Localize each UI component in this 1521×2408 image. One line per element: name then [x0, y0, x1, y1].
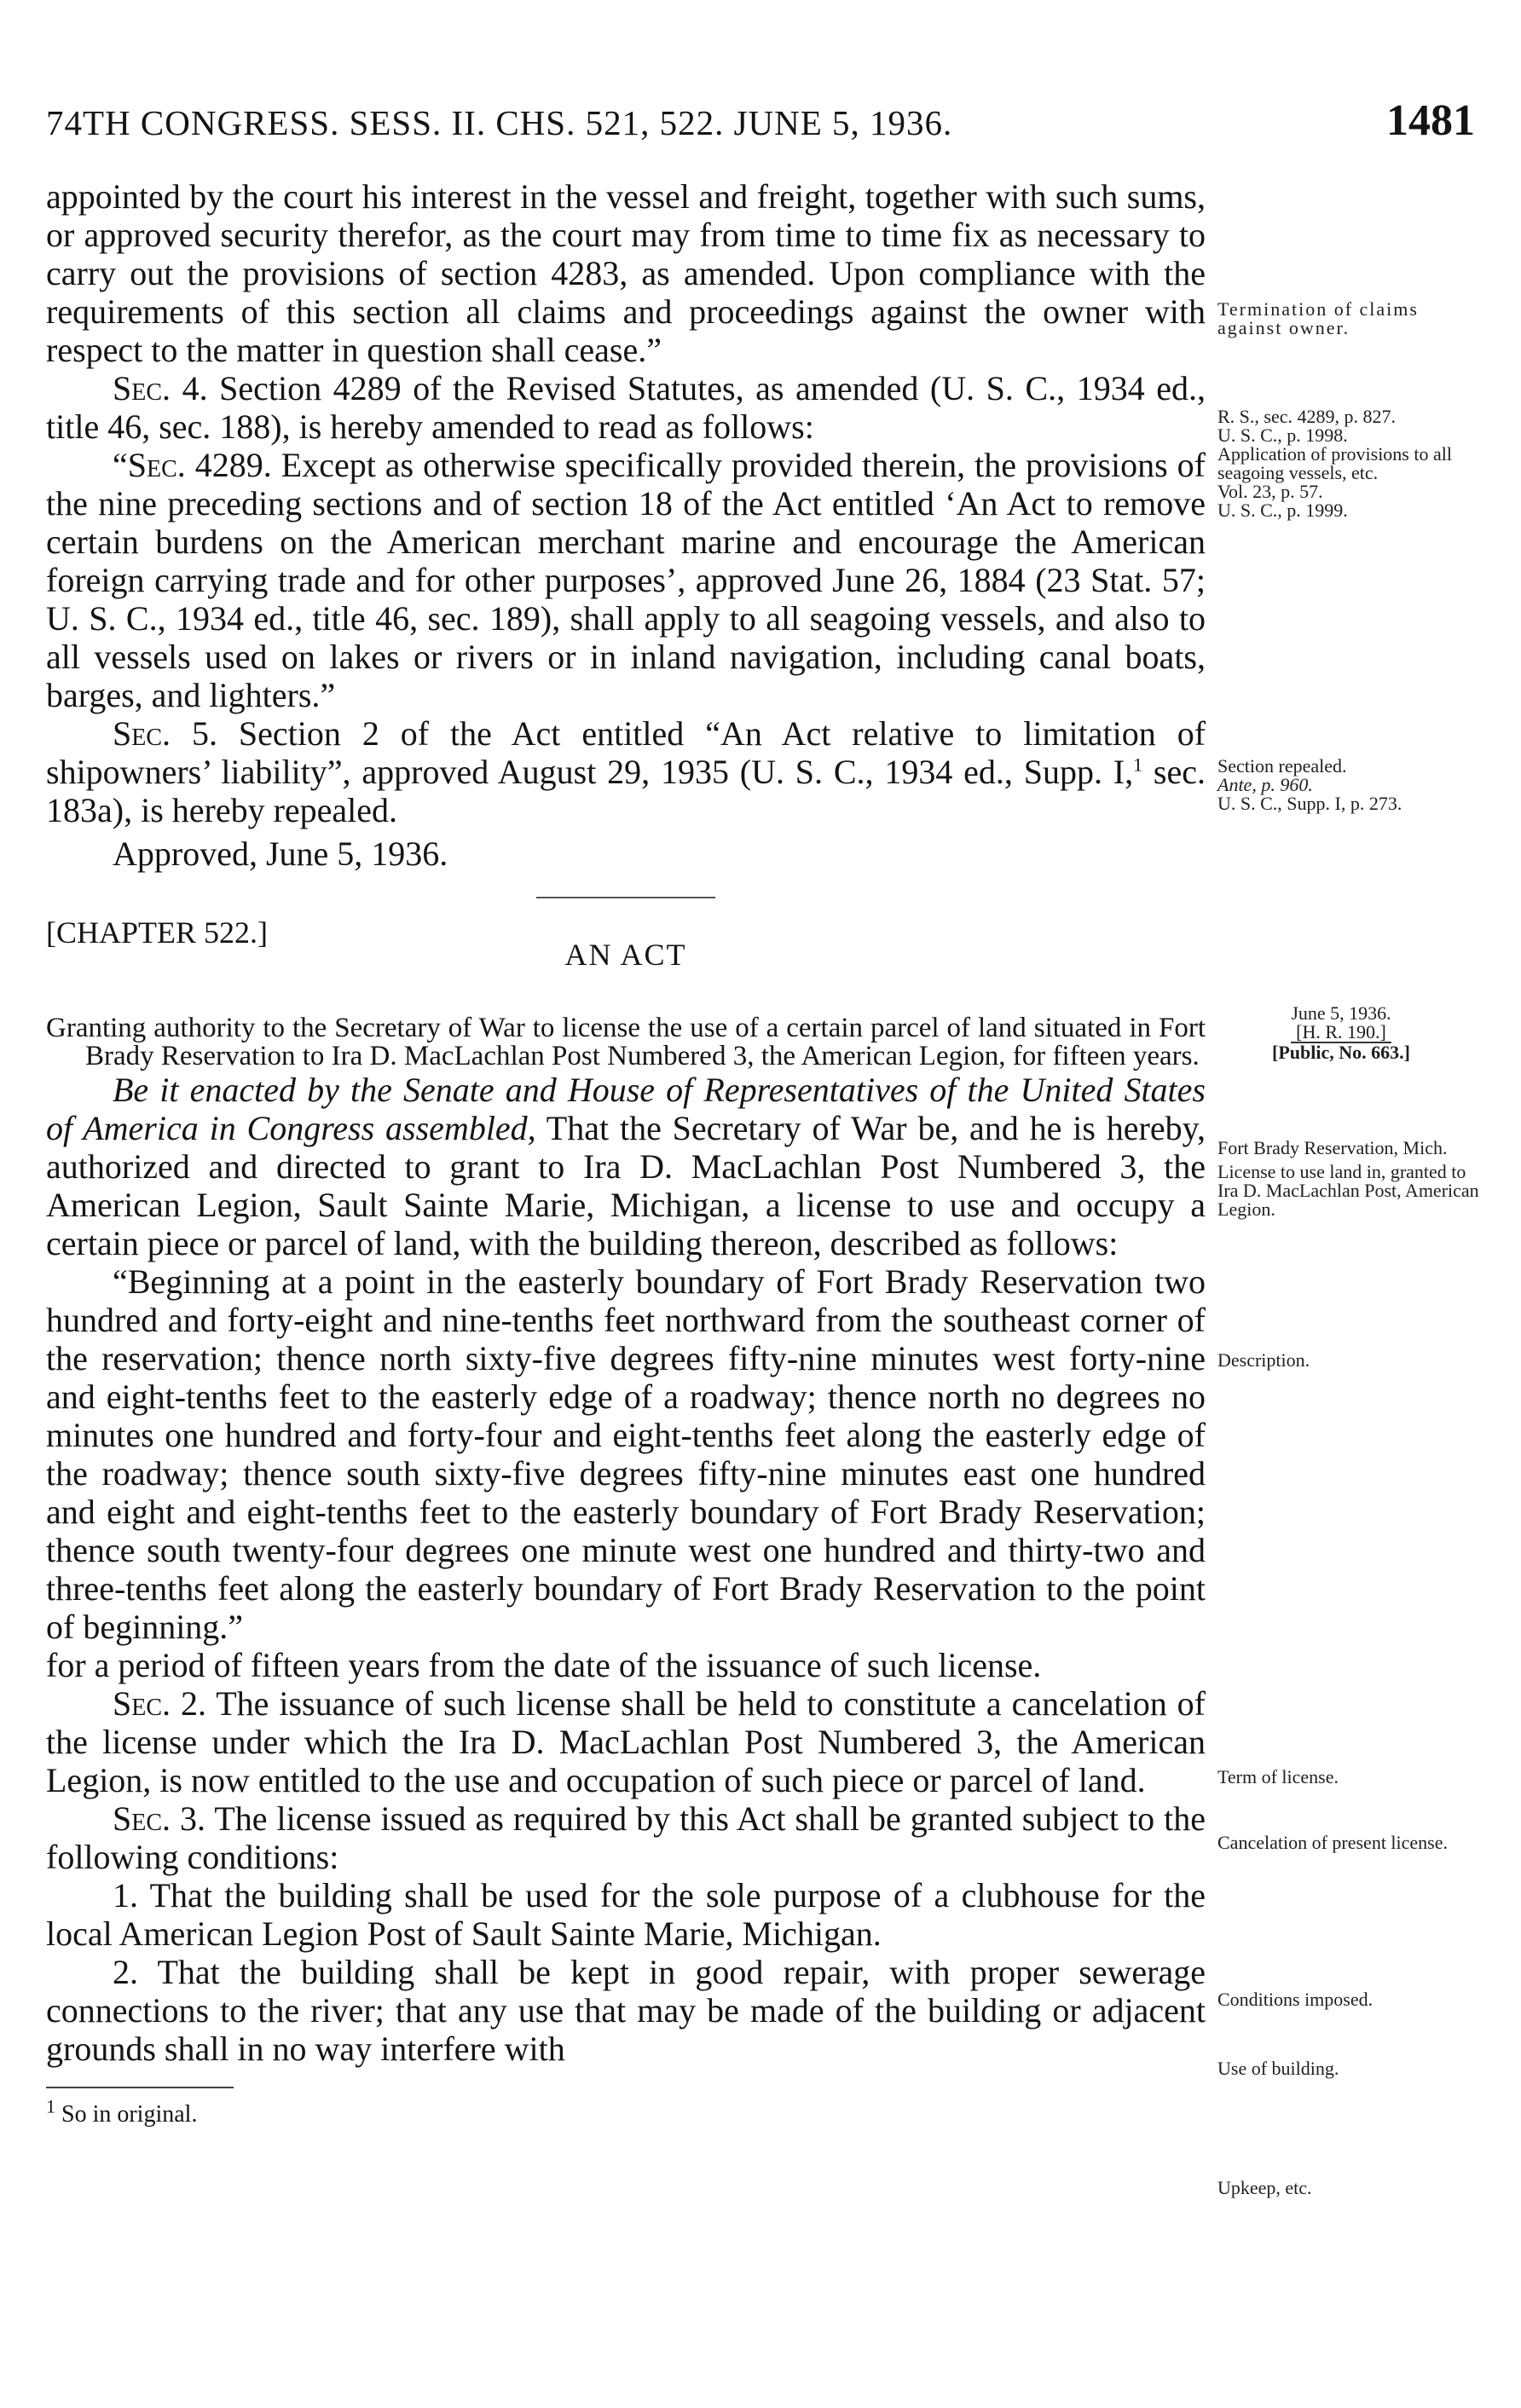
- margin-note-description: Description.: [1217, 1349, 1310, 1371]
- margin-date: June 5, 1936.: [1291, 1002, 1391, 1024]
- footnote-divider: [46, 2087, 234, 2088]
- sec-4289-label: “Sec. 4289.: [113, 446, 272, 484]
- footnote-number: 1: [46, 2095, 55, 2117]
- footnote: [46, 2095, 1206, 2134]
- chapter-label: [CHAPTER 522.]: [46, 915, 268, 950]
- margin-note-rs-refs: [1217, 407, 1482, 520]
- margin-license-use: License to use land in, granted to Ira D. MacLachlan Post, American Legion.: [1217, 1161, 1479, 1220]
- margin-note-repeal: [1217, 757, 1482, 813]
- paragraph-continuation: appointed by the court his interest in the vessel and freight, together with such sums, or approved security therefor, as the court may from time to time fix as necessary to carry out the provisions of section 4283, as amended. Upon compliance with the requirements of this section all claims and proceedings against the owner with respect to the matter in question shall cease.”: [46, 177, 1206, 369]
- margin-ante-ref: Ante, p. 960.: [1217, 774, 1313, 795]
- margin-fort-brady: Fort Brady Reservation, Mich.: [1217, 1137, 1448, 1158]
- paragraph-sec-4289: [46, 446, 1206, 714]
- approval-line: Approved, June 5, 1936.: [113, 834, 448, 873]
- sec-3-text: The license issued as required by this Act shall be granted subject to the following conditions:: [46, 1799, 1206, 1876]
- margin-note-term: Term of license.: [1217, 1766, 1339, 1787]
- sec-3-label: Sec. 3.: [113, 1799, 206, 1838]
- sec-5-text: Section 2 of the Act entitled “An Act relative to limitation of shipowners’ liability”, approved August 29, 1935 (U. S. C., 1934 ed., Supp. I,: [46, 714, 1206, 791]
- margin-usc-ref: U. S. C., p. 1999.: [1217, 500, 1348, 521]
- margin-act-info: [1217, 1004, 1465, 1062]
- footnote-marker: 1: [1133, 754, 1143, 776]
- sec-2-text: The issuance of such license shall be held to constitute a cancelation of the license under which the Ira D. MacLachlan Post Numbered 3, the American Legion, is now entitled to the use and occupation of such piece or parcel of land.: [46, 1684, 1206, 1799]
- sec-4-text: Section 4289 of the Revised Statutes, as amended (U. S. C., 1934 ed., title 46, sec. 188), is hereby amended to read as follows:: [46, 369, 1206, 446]
- page-number: 1481: [1386, 96, 1475, 145]
- sec-2-label: Sec. 2.: [113, 1684, 206, 1723]
- condition-2: 2. That the building shall be kept in good repair, with proper sewerage connections to the river; that any use that may be made of the building or adjacent grounds shall in no way interfere with: [46, 1953, 1206, 2068]
- margin-note-upkeep: Upkeep, etc.: [1217, 2177, 1312, 2198]
- margin-note-fort-brady: [1217, 1139, 1482, 1219]
- paragraph-sec-2: [46, 1684, 1206, 1799]
- sec-5-text-end: sec. 183a), is hereby repealed.: [46, 753, 1206, 829]
- margin-rs-ref-1: R. S., sec. 4289, p. 827.: [1217, 406, 1396, 427]
- margin-note-conditions: Conditions imposed.: [1217, 1989, 1374, 2010]
- margin-public-number: [Public, No. 663.]: [1272, 1042, 1410, 1063]
- condition-1: 1. That the building shall be used for the sole purpose of a clubhouse for the local American Legion Post of Sault Sainte Marie, Michigan.: [46, 1876, 1206, 1953]
- running-header: [46, 96, 1475, 162]
- margin-section-repealed: Section repealed.: [1217, 755, 1347, 777]
- paragraph-sec-3: [46, 1799, 1206, 1876]
- margin-note-use-of-building: Use of building.: [1217, 2058, 1339, 2079]
- margin-application: Application of provisions to all seagoing vessels, etc.: [1217, 443, 1452, 483]
- margin-hr-number: [H. R. 190.]: [1291, 1023, 1391, 1043]
- header-title: 74TH CONGRESS. SESS. II. CHS. 521, 522. JUNE 5, 1936.: [46, 103, 953, 142]
- term-paragraph: for a period of fifteen years from the date of the issuance of such license.: [46, 1646, 1042, 1684]
- margin-note-cancelation: Cancelation of present license.: [1217, 1832, 1449, 1853]
- enacting-clause: Be it enacted by the Senate and House of Representatives of the United States of America in Congress assembled,: [46, 1071, 1206, 1147]
- margin-usc-supp-ref: U. S. C., Supp. I, p. 273.: [1217, 793, 1402, 814]
- chapter-heading: [46, 907, 1206, 1014]
- enacting-text: That the Secretary of War be, and he is hereby, authorized and directed to grant to Ira D. MacLachlan Post Numbered 3, the American Legion, Sault Sainte Marie, Michigan, a license to use and occupy a certain piece or parcel of land, with the building thereon, described as follows:: [46, 1109, 1206, 1262]
- paragraph-sec-4: [46, 369, 1206, 446]
- sec-4-label: Sec. 4.: [113, 369, 208, 407]
- margin-note-termination: Termination of claims against owner.: [1217, 298, 1419, 338]
- act-title: AN ACT: [564, 938, 687, 972]
- sec-5-label: Sec. 5.: [113, 714, 217, 753]
- section-divider: [536, 897, 715, 898]
- act-description: Granting authority to the Secretary of War to license the use of a certain parcel of land situated in Fort Brady Reservation to Ira D. MacLachlan Post Numbered 3, the American Legion, for fifteen years.: [46, 1013, 1206, 1071]
- main-text: [46, 177, 1206, 2134]
- margin-rs-ref-2: U. S. C., p. 1998.: [1217, 424, 1348, 446]
- margin-vol-ref: Vol. 23, p. 57.: [1217, 481, 1323, 502]
- paragraph-sec-5: [46, 714, 1206, 829]
- enacting-paragraph: [46, 1071, 1206, 1262]
- sec-4289-text: Except as otherwise specifically provided therein, the provisions of the nine preceding sections and of section 18 of the Act entitled ‘An Act to remove certain burdens on the American merchant marine and encourage the American foreign carrying trade and for other purposes’, approved June 26, 1884 (23 Stat. 57; U. S. C., 1934 ed., title 46, sec. 189), shall apply to all seagoing vessels, and also to all vessels used on lakes or rivers or in inland navigation, including canal boats, barges, and lighters.”: [46, 446, 1206, 714]
- footnote-text: So in original.: [61, 2101, 198, 2128]
- land-description: “Beginning at a point in the easterly boundary of Fort Brady Reservation two hundred and forty-eight and nine-tenths feet northward from the southeast corner of the reservation; thence north sixty-five degrees fifty-nine minutes west forty-nine and eight-tenths feet to the easterly edge of a roadway; thence north no degrees no minutes one hundred and forty-four and eight-tenths feet along the easterly edge of the roadway; thence south sixty-five degrees fifty-nine minutes east one hundred and eight and eight-tenths feet to the easterly boundary of Fort Brady Reservation; thence south twenty-four degrees one minute west one hundred and thirty-two and three-tenths feet along the easterly boundary of Fort Brady Reservation to the point of beginning.”: [46, 1262, 1206, 1646]
